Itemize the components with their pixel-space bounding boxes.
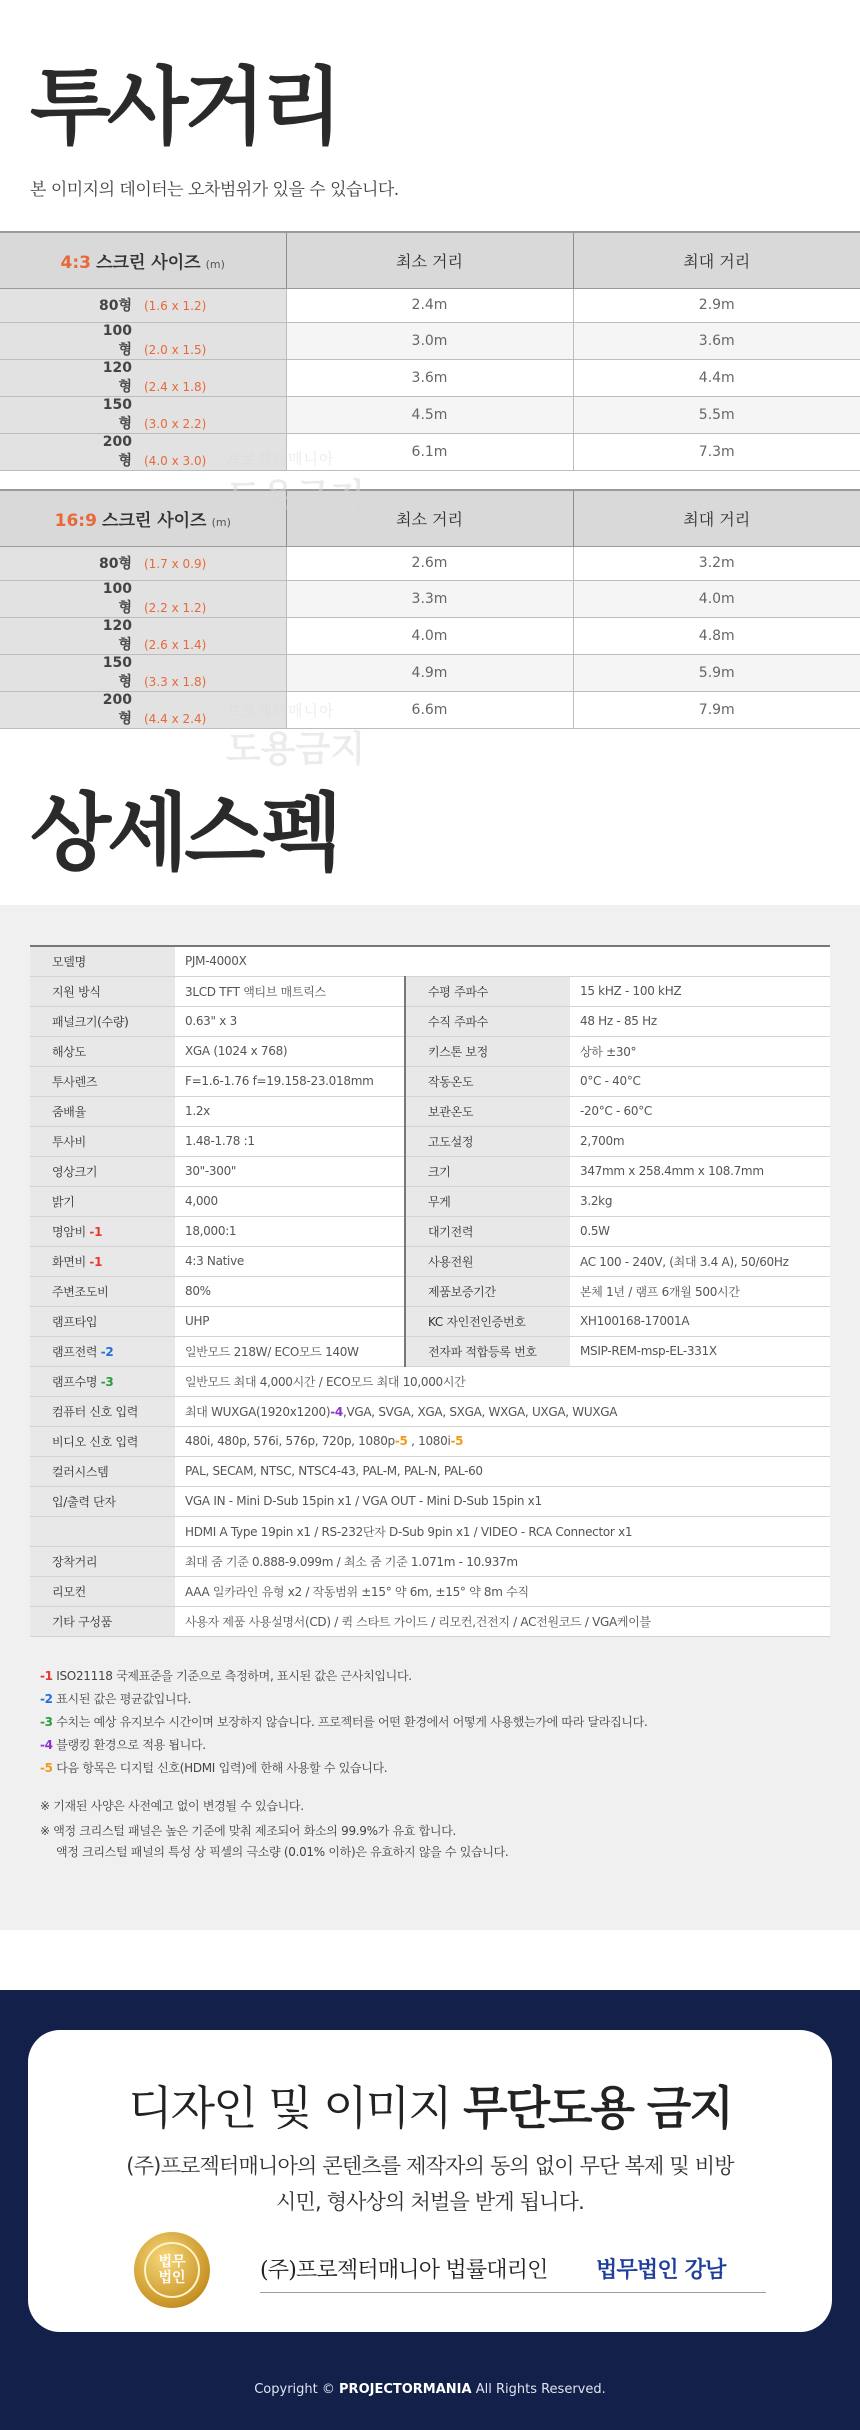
footnote-text: 표시된 값은 평균값입니다. (52, 1692, 192, 1706)
min-distance-value: 3.0m (286, 322, 573, 359)
spec-key (30, 1396, 175, 1426)
spec-row (30, 1156, 830, 1186)
screen-size-name: 120형 (102, 617, 132, 653)
spec-key (30, 1336, 175, 1366)
spec-key-label: 밝기 (52, 1194, 75, 1209)
footnote-marker: -2 (40, 1692, 53, 1706)
spec-key (30, 976, 175, 1006)
screen-size-cell (0, 654, 286, 691)
spec-key: 수직 주파수 (405, 1006, 570, 1036)
spec-key (30, 1486, 175, 1516)
spec-key: 작동온도 (405, 1066, 570, 1096)
spec-value (175, 1576, 830, 1606)
footnote-item (40, 1665, 830, 1688)
throw-table-row (0, 359, 860, 396)
max-distance-value: 4.0m (573, 580, 860, 617)
screen-size-cell (0, 322, 286, 359)
spec-key (30, 1426, 175, 1456)
throw-table-row (0, 617, 860, 654)
spec-row (30, 1126, 830, 1156)
spec-key-label: 리모컨 (52, 1584, 86, 1599)
spec-key-label: 명암비 (52, 1224, 86, 1239)
spec-value: MSIP-REM-msp-EL-331X (570, 1336, 830, 1366)
screen-size-name: 80형 (98, 556, 132, 572)
ratio-label: 4:3 (60, 252, 91, 273)
max-distance-value: 7.3m (573, 433, 860, 470)
spec-key (30, 1306, 175, 1336)
footnote-marker: -5 (450, 1434, 464, 1448)
screen-dimensions: (2.6 x 1.4) (144, 637, 207, 652)
spec-value: 0.63" x 3 (175, 1006, 405, 1036)
copyright: Copyright © PROJECTORMANIA All Rights Reserved. (254, 2382, 606, 2397)
spec-row (30, 1576, 830, 1606)
spec-value: 347mm x 258.4mm x 108.7mm (570, 1156, 830, 1186)
spec-value: XGA (1024 x 768) (175, 1036, 405, 1066)
spec-key (30, 1246, 175, 1276)
spec-value: AC 100 - 240V, (최대 3.4 A), 50/60Hz (570, 1246, 830, 1276)
throw-table-row (0, 288, 860, 322)
spec-key (30, 1366, 175, 1396)
spec-section (0, 905, 860, 1930)
spec-value-text: 480i, 480p, 576i, 576p, 720p, 1080p (185, 1434, 395, 1448)
spec-row (30, 1186, 830, 1216)
min-distance-value: 6.1m (286, 433, 573, 470)
footnote-list (40, 1665, 830, 1780)
footnote-item (40, 1711, 830, 1734)
spec-row (30, 1516, 830, 1546)
spec-value: 48 Hz - 85 Hz (570, 1006, 830, 1036)
spec-value: 30"-300" (175, 1156, 405, 1186)
screen-size-name: 100형 (102, 322, 132, 358)
spec-value: 1.2x (175, 1096, 405, 1126)
spec-value-text: 일반모드 최대 4,000시간 / ECO모드 최대 10,000시간 (185, 1374, 466, 1389)
max-distance-header: 최대 거리 (573, 490, 860, 546)
spec-value (175, 1606, 830, 1636)
divider (260, 2292, 766, 2293)
spec-key (30, 1186, 175, 1216)
spec-key: 전자파 적합등록 번호 (405, 1336, 570, 1366)
legal-agent-label: (주)프로젝터매니아 법률대리인 (260, 2258, 548, 2283)
spec-row (30, 1426, 830, 1456)
spec-key: 모델명 (30, 946, 175, 976)
throw-table-row (0, 546, 860, 580)
spec-key: 제품보증기간 (405, 1276, 570, 1306)
min-distance-value: 3.3m (286, 580, 573, 617)
screen-dimensions: (3.0 x 2.2) (144, 416, 207, 431)
throw-table-row (0, 691, 860, 728)
max-distance-value: 3.2m (573, 546, 860, 580)
spec-key-label: 램프타입 (52, 1314, 98, 1329)
spec-value-text: 최대 WUXGA(1920x1200) (185, 1404, 331, 1419)
footnote-text: 다음 항목은 디지털 신호(HDMI 입력)에 한해 사용할 수 있습니다. (52, 1761, 388, 1775)
spec-notes (40, 1665, 830, 1863)
screen-size-cell (0, 617, 286, 654)
footer (0, 1990, 860, 2430)
spec-value (175, 1546, 830, 1576)
copyright-notice-card (28, 2030, 832, 2332)
spec-value: 80% (175, 1276, 405, 1306)
min-distance-value: 3.6m (286, 359, 573, 396)
throw-table-row (0, 433, 860, 470)
watermark: 프로젝터매니아 도용금지 (226, 450, 366, 518)
screen-size-name: 200형 (102, 433, 132, 469)
footnote-marker: -5 (394, 1434, 408, 1448)
throw-table-row (0, 580, 860, 617)
screen-size-cell (0, 691, 286, 728)
min-distance-value: 4.0m (286, 617, 573, 654)
footnote-marker: -5 (40, 1761, 53, 1775)
screen-size-header (0, 490, 286, 546)
footnote-text: 수치는 예상 유지보수 시간이며 보장하지 않습니다. 프로젝터를 어떤 환경에서 어떻게 사용했는가에 따라 달라집니다. (52, 1715, 648, 1729)
spec-row (30, 1396, 830, 1426)
spec-row (30, 1546, 830, 1576)
spec-key: 크기 (405, 1156, 570, 1186)
max-distance-value: 5.9m (573, 654, 860, 691)
spec-value (175, 1516, 830, 1546)
watermark: 프로젝터매니아 도용금지 (226, 702, 366, 770)
spec-key: 키스톤 보정 (405, 1036, 570, 1066)
max-distance-value: 4.8m (573, 617, 860, 654)
spec-value (175, 1396, 830, 1426)
screen-size-label: 스크린 사이즈 (96, 252, 201, 273)
throw-title: 투사거리 (30, 58, 339, 156)
throw-section-header (30, 40, 399, 200)
spec-key-label: 줌배율 (52, 1104, 86, 1119)
spec-value-text: AAA 일카라인 유형 x2 / 작동범위 ±15° 약 6m, ±15° 약 8m 수직 (185, 1584, 529, 1599)
spec-key-label: 램프수명 (52, 1374, 98, 1389)
throw-table-row (0, 396, 860, 433)
spec-value: 0°C - 40°C (570, 1066, 830, 1096)
screen-size-name: 120형 (102, 359, 132, 395)
spec-row (30, 1456, 830, 1486)
notice-title: 디자인 및 이미지 무단도용 금지 (128, 2081, 732, 2135)
footnote-marker: -3 (100, 1374, 114, 1389)
spec-value: -20°C - 60°C (570, 1096, 830, 1126)
spec-value: 3LCD TFT 액티브 매트릭스 (175, 976, 405, 1006)
screen-size-cell (0, 396, 286, 433)
unit-label: (m) (205, 257, 225, 271)
max-distance-value: 2.9m (573, 288, 860, 322)
spec-key: 보관온도 (405, 1096, 570, 1126)
max-distance-value: 7.9m (573, 691, 860, 728)
spec-key-label: 램프전력 (52, 1344, 98, 1359)
disclaimer-item: ※ 기재된 사양은 사전예고 없이 변경될 수 있습니다. (40, 1799, 304, 1813)
spec-key-label: 해상도 (52, 1044, 86, 1059)
throw-table-header (0, 232, 860, 288)
spec-row (30, 976, 830, 1006)
spec-value: 2,700m (570, 1126, 830, 1156)
spec-key (30, 1516, 175, 1546)
max-distance-value: 4.4m (573, 359, 860, 396)
spec-key: 무게 (405, 1186, 570, 1216)
spec-row (30, 1036, 830, 1066)
spec-key (30, 1036, 175, 1066)
screen-dimensions: (1.7 x 0.9) (144, 557, 207, 571)
footnote-marker: -1 (40, 1669, 53, 1683)
spec-value (175, 1486, 830, 1516)
spec-value-text: ,VGA, SVGA, XGA, SXGA, WXGA, UXGA, WUXGA (342, 1404, 618, 1419)
spec-value: 18,000:1 (175, 1216, 405, 1246)
spec-value: UHP (175, 1306, 405, 1336)
spec-key-label: 패널크기(수량) (52, 1014, 129, 1029)
disclaimer-item: 액정 크리스털 패널의 특성 상 픽셀의 극소량 (0.01% 이하)은 유효하지 않을 수 있습니다. (56, 1845, 509, 1859)
footnote-item (40, 1688, 830, 1711)
spec-row (30, 1366, 830, 1396)
spec-row (30, 1306, 830, 1336)
spec-key (30, 1156, 175, 1186)
spec-value-text: 사용자 제품 사용설명서(CD) / 퀵 스타트 가이드 / 리모컨,건전지 / AC전원코드 / VGA케이블 (185, 1614, 651, 1629)
screen-size-header (0, 232, 286, 288)
spec-value-text: VGA IN - Mini D-Sub 15pin x1 / VGA OUT - Mini D-Sub 15pin x1 (185, 1494, 542, 1508)
law-firm-seal-icon: 법무 법인 (134, 2232, 210, 2308)
spec-value: 일반모드 218W/ ECO모드 140W (175, 1336, 405, 1366)
spec-key-label: 컴퓨터 신호 입력 (52, 1404, 139, 1419)
screen-size-cell (0, 288, 286, 322)
min-distance-value: 6.6m (286, 691, 573, 728)
screen-size-cell (0, 359, 286, 396)
spec-value: F=1.6-1.76 f=19.158-23.018mm (175, 1066, 405, 1096)
spec-row (30, 1216, 830, 1246)
footnote-text: ISO21118 국제표준을 기준으로 측정하며, 표시된 값은 근사치입니다. (52, 1669, 412, 1683)
max-distance-value: 3.6m (573, 322, 860, 359)
spec-key-label: 투사렌즈 (52, 1074, 98, 1089)
screen-size-cell (0, 546, 286, 580)
spec-key-label: 영상크기 (52, 1164, 98, 1179)
spec-key (30, 1066, 175, 1096)
footnote-marker: -4 (330, 1404, 343, 1419)
screen-size-cell (0, 433, 286, 470)
spec-value-text: , 1080i (407, 1434, 451, 1448)
min-distance-header: 최소 거리 (286, 490, 573, 546)
spec-key-label: 투사비 (52, 1134, 86, 1149)
spec-key: 대기전력 (405, 1216, 570, 1246)
spec-title: 상세스펙 (30, 784, 339, 882)
spec-key-label: 컬러시스템 (52, 1464, 109, 1479)
spec-key: KC 자인전인증번호 (405, 1306, 570, 1336)
disclaimer-list (40, 1796, 830, 1863)
spec-value: 0.5W (570, 1216, 830, 1246)
spec-table (30, 945, 830, 1637)
spec-key-label: 장착거리 (52, 1554, 98, 1569)
screen-dimensions: (4.0 x 3.0) (144, 453, 207, 468)
spec-value: 4,000 (175, 1186, 405, 1216)
spec-key (30, 1276, 175, 1306)
min-distance-header: 최소 거리 (286, 232, 573, 288)
spec-key (30, 1576, 175, 1606)
screen-size-name: 150형 (102, 654, 132, 690)
spec-row (30, 1006, 830, 1036)
spec-key (30, 1006, 175, 1036)
spec-key-label: 화면비 (52, 1254, 86, 1269)
footnote-marker: -1 (89, 1254, 103, 1269)
spec-key: 수평 주파수 (405, 976, 570, 1006)
spec-row (30, 1276, 830, 1306)
unit-label: (m) (211, 515, 231, 529)
spec-row (30, 1606, 830, 1636)
spec-value-text: PAL, SECAM, NTSC, NTSC4-43, PAL-M, PAL-N, PAL-60 (185, 1464, 483, 1478)
spec-key (30, 1546, 175, 1576)
spec-row (30, 1096, 830, 1126)
spec-key-label: 기타 구성품 (52, 1614, 112, 1629)
spec-value: PJM-4000X (175, 946, 830, 976)
footnote-marker: -1 (89, 1224, 103, 1239)
min-distance-value: 4.5m (286, 396, 573, 433)
spec-value: 상하 ±30° (570, 1036, 830, 1066)
spec-key (30, 1456, 175, 1486)
spec-key (30, 1216, 175, 1246)
max-distance-header: 최대 거리 (573, 232, 860, 288)
screen-dimensions: (3.3 x 1.8) (144, 674, 207, 689)
footnote-item (40, 1757, 830, 1780)
spec-value: 본체 1년 / 램프 6개월 500시간 (570, 1276, 830, 1306)
footnote-marker: -2 (100, 1344, 114, 1359)
min-distance-value: 2.4m (286, 288, 573, 322)
spec-value-text: 최대 줌 기준 0.888-9.099m / 최소 줌 기준 1.071m - 10.937m (185, 1554, 518, 1569)
screen-dimensions: (4.4 x 2.4) (144, 711, 207, 726)
spec-value (175, 1426, 830, 1456)
law-firm-name: 법무법인 강남 (596, 2257, 726, 2283)
spec-value: 15 kHZ - 100 kHZ (570, 976, 830, 1006)
notice-description: (주)프로젝터매니아의 콘텐츠를 제작자의 동의 없이 무단 복제 및 비방 시민, 형사상의 처벌을 받게 됩니다. (126, 2154, 734, 2214)
screen-size-label: 스크린 사이즈 (102, 510, 207, 531)
screen-size-name: 100형 (102, 580, 132, 616)
spec-value (175, 1366, 830, 1396)
spec-key-label: 지원 방식 (52, 984, 101, 999)
throw-table-4-3 (0, 231, 860, 471)
spec-value: 4:3 Native (175, 1246, 405, 1276)
spec-value: XH100168-17001A (570, 1306, 830, 1336)
min-distance-value: 4.9m (286, 654, 573, 691)
screen-dimensions: (2.2 x 1.2) (144, 600, 207, 615)
throw-subtitle: 본 이미지의 데이터는 오차범위가 있을 수 있습니다. (30, 180, 399, 200)
min-distance-value: 2.6m (286, 546, 573, 580)
max-distance-value: 5.5m (573, 396, 860, 433)
spec-row (30, 1336, 830, 1366)
spec-key-label: 주변조도비 (52, 1284, 109, 1299)
throw-table-header (0, 490, 860, 546)
screen-size-name: 200형 (102, 691, 132, 727)
screen-size-name: 80형 (98, 298, 132, 314)
spec-row (30, 1066, 830, 1096)
throw-table-row (0, 654, 860, 691)
spec-key: 고도설정 (405, 1126, 570, 1156)
footnote-marker: -4 (40, 1738, 53, 1752)
throw-table-row (0, 322, 860, 359)
spec-value: 1.48-1.78 :1 (175, 1126, 405, 1156)
footnote-text: 블랭킹 환경으로 적용 됩니다. (52, 1738, 206, 1752)
screen-size-name: 150형 (102, 396, 132, 432)
spec-key-label: 비디오 신호 입력 (52, 1434, 139, 1449)
spec-key (30, 1096, 175, 1126)
spec-key-label: 입/출력 단자 (52, 1494, 116, 1509)
spec-row (30, 1246, 830, 1276)
screen-dimensions: (2.4 x 1.8) (144, 379, 207, 394)
footnote-item (40, 1734, 830, 1757)
screen-dimensions: (2.0 x 1.5) (144, 342, 207, 357)
footnote-marker: -3 (40, 1715, 53, 1729)
throw-table-16-9 (0, 489, 860, 729)
spec-value-text: HDMI A Type 19pin x1 / RS-232단자 D-Sub 9pin x1 / VIDEO - RCA Connector x1 (185, 1524, 633, 1539)
screen-dimensions: (1.6 x 1.2) (144, 299, 207, 313)
spec-row (30, 1486, 830, 1516)
spec-key: 사용전원 (405, 1246, 570, 1276)
disclaimer-item: ※ 액정 크리스털 패널은 높은 기준에 맞춰 제조되어 화소의 99.9%가 유효 합니다. (40, 1824, 457, 1838)
screen-size-cell (0, 580, 286, 617)
spec-value: 3.2kg (570, 1186, 830, 1216)
spec-key (30, 1606, 175, 1636)
ratio-label: 16:9 (54, 510, 97, 531)
spec-key (30, 1126, 175, 1156)
spec-row-model (30, 946, 830, 976)
spec-value (175, 1456, 830, 1486)
